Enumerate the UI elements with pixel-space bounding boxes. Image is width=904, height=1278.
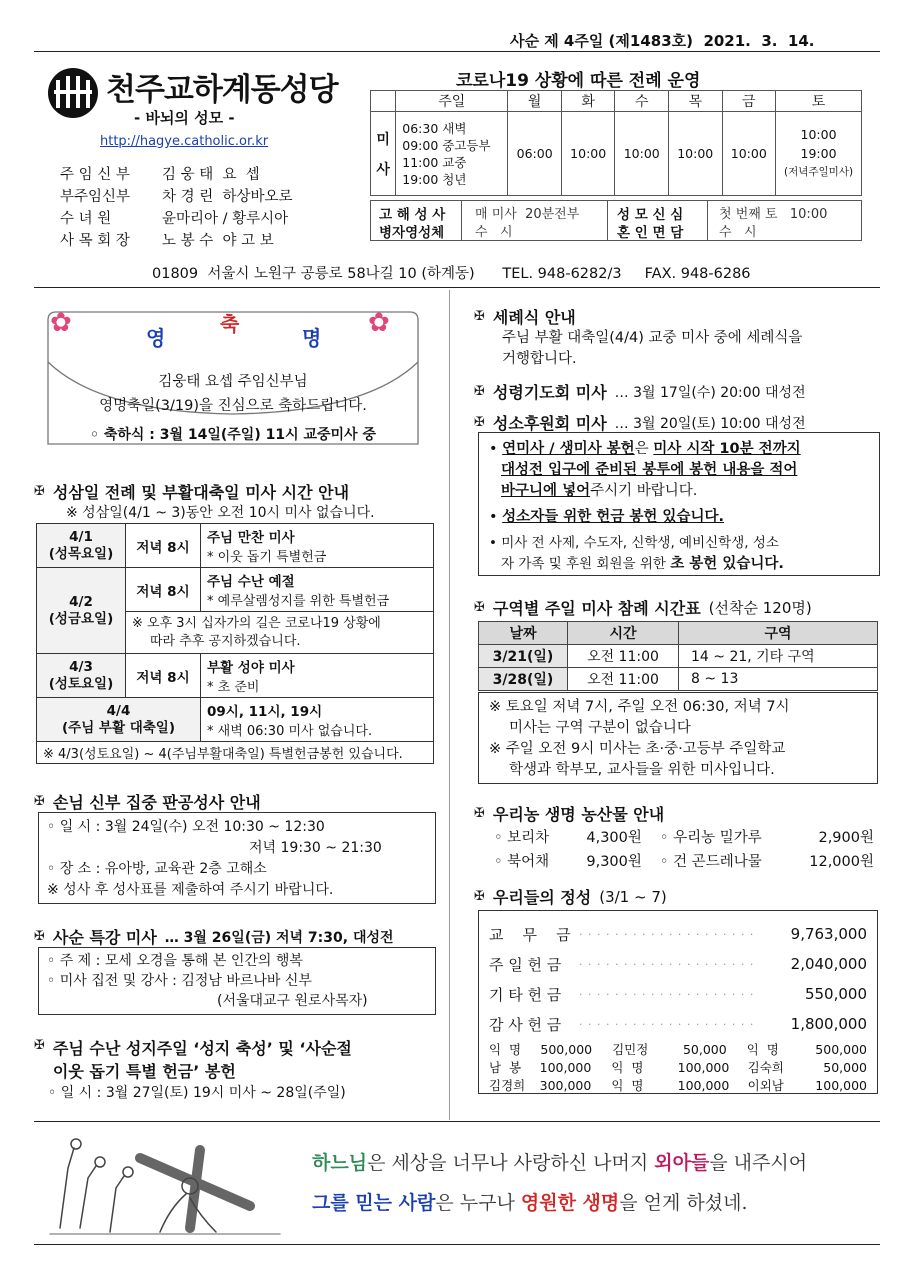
note-cell: ※ 오후 3시 십자가의 길은 코로나19 상황에 따라 추후 공지하겠습니다. [126, 612, 434, 654]
farm-price: 2,900원 [818, 830, 874, 846]
footer-bottom-divider [34, 1244, 880, 1245]
saturday-times: 10:00 19:00 (저녁주일미사) [776, 112, 862, 196]
feast-line1: 김웅태 요셉 주임신부님 [158, 374, 308, 390]
dot-leader: · · · · · · · · · · · · · · · · · · · · [579, 987, 755, 1001]
zone-time: 오전 11:00 [568, 645, 679, 668]
sick-value: 수 시 [475, 225, 513, 240]
triduum-title: ✠ 성삼일 전례 및 부활대축일 미사 시간 안내 [34, 483, 350, 502]
triduum-note: ※ 성삼일(4/1 ~ 3)동안 오전 10시 미사 없습니다. [66, 505, 375, 521]
zone-area: 8 ~ 13 [679, 668, 878, 691]
offering-note: • 미사 전 사제, 수도자, 신학생, 예비신학생, 성소 [489, 535, 779, 551]
weekday-time: 10:00 [615, 112, 669, 196]
farm-price: 4,300원 [586, 830, 642, 846]
farm-item: ◦ 건 곤드레나물 [659, 854, 762, 870]
offering-row: 감 사 헌 금 · · · · · · · · · · · · · · · · · · · · 1,800,000 [489, 1015, 867, 1034]
parish-website[interactable]: http://hagye.catholic.or.kr [100, 134, 269, 149]
zones-table [478, 621, 878, 691]
day-header: 목 [668, 91, 722, 112]
cross-mark-icon: ✠ [474, 384, 485, 399]
sunday-times: 06:30 새벽 09:00 중고등부 11:00 교중 19:00 청년 [396, 112, 508, 196]
confession-value: 매 미사 20분전부 [475, 207, 580, 222]
confession-line: ◦ 일 시 : 3월 24일(수) 오전 10:30 ~ 12:30 [47, 819, 325, 835]
marriage-value: 수 시 [719, 225, 757, 240]
offering-note: 자 가족 및 후원 회원을 위한 초 봉헌 있습니다. [501, 556, 784, 572]
offering-note: • 성소자들 위한 헌금 봉헌 있습니다. [489, 509, 724, 525]
cross-mark-icon: ✠ [34, 794, 45, 809]
sick-label: 병자영성체 [379, 225, 445, 241]
weekday-time: 06:00 [508, 112, 562, 196]
marriage-label: 혼 인 면 담 [617, 225, 684, 241]
date-cell: 4/4 (주님 부활 대축일) [37, 698, 201, 742]
time-cell: 저녁 8시 [126, 524, 201, 568]
baptism-text: 주님 부활 대축일(4/4) 교중 미사 중에 세례식을 거행합니다. [502, 330, 803, 367]
cross-bearer-icon [40, 1128, 290, 1238]
zones-note-box [478, 692, 878, 784]
spirit-prayer-title: ✠ 성령기도회 미사 … 3월 17일(수) 20:00 대성전 [474, 383, 806, 402]
detail-cell: 09시, 11시, 19시 * 새벽 06:30 미사 없습니다. [201, 698, 434, 742]
staff-row: 부주임신부 차 경 린 하상바오로 [60, 189, 293, 205]
cross-mark-icon: ✠ [474, 889, 485, 904]
palm-title: ✠ 주님 수난 성지주일 ‘성지 축성’ 및 ‘사순절 이웃 돕기 특별 헌금’ 봉헌 [34, 1038, 352, 1081]
confession-label: 고 해 성 사 [379, 207, 446, 223]
divider [461, 201, 462, 240]
confession-line: ※ 성사 후 성사표를 제출하여 주시기 바랍니다. [47, 882, 334, 898]
schedule-title: 코로나19 상황에 따른 전례 운영 [456, 71, 701, 91]
offering-note: 대성전 입구에 준비된 봉투에 봉헌 내용을 적어 [501, 462, 798, 478]
time-cell: 저녁 8시 [126, 654, 201, 698]
column-divider [449, 290, 450, 1120]
farm-price: 9,300원 [586, 854, 642, 870]
footer-top-divider [34, 1121, 880, 1122]
cross-mark-icon: ✠ [34, 484, 45, 499]
staff-row: 주 임 신 부 김 웅 태 요 셉 [60, 167, 260, 183]
parish-logo-icon [46, 66, 100, 120]
zones-note: ※ 주일 오전 9시 미사는 초·중·고등부 주일학교 [489, 741, 786, 757]
lent-mass-box [38, 947, 436, 1015]
offerings-title: ✠ 우리들의 정성 (3/1 ~ 7) [474, 887, 667, 907]
cross-mark-icon: ✠ [34, 929, 45, 944]
zones-note: 미사는 구역 구분이 없습니다 [509, 720, 691, 736]
date-cell: 4/3 (성토요일) [37, 654, 126, 698]
offering-row: 주 일 헌 금 · · · · · · · · · · · · · · · · · · · · 2,040,000 [489, 955, 867, 974]
confession-line: 저녁 19:30 ~ 21:30 [249, 840, 382, 856]
offering-notes-box [478, 432, 880, 576]
staff-row: 수 녀 원 윤마리아 / 황루시아 [60, 211, 289, 227]
triduum-table [36, 523, 434, 764]
dot-leader: · · · · · · · · · · · · · · · · · · · · [579, 927, 755, 941]
staff-list [60, 164, 293, 252]
rose-icon: ✿ [368, 308, 390, 338]
donor-list: 익 명 500,000 김민정 50,000 익 명 500,000 남 봉 100,000 익 명 100,000 김숙희 50,000 김경희 300,000 익 명 100,000 이외남 100,000 [489, 1042, 867, 1093]
parish-logo [46, 66, 100, 120]
date-cell: 4/2 (성금요일) [37, 568, 126, 654]
zones-note: ※ 토요일 저녁 7시, 주일 오전 06:30, 저녁 7시 [489, 699, 790, 715]
weekday-time: 10:00 [668, 112, 722, 196]
feast-char: 축 [220, 312, 240, 336]
farm-item: ◦ 북어채 [494, 854, 550, 870]
blessing-label: 성 모 신 심 [617, 207, 684, 223]
cross-mark-icon: ✠ [34, 1038, 45, 1053]
offering-row: 기 타 헌 금 · · · · · · · · · · · · · · · · · · · · 550,000 [489, 985, 867, 1004]
confession-title: ✠ 손님 신부 집중 판공성사 안내 [34, 793, 261, 812]
zone-date: 3/21(일) [479, 645, 568, 668]
zone-time: 오전 11:00 [568, 668, 679, 691]
palm-line: ◦ 일 시 : 3월 27일(토) 19시 미사 ~ 28일(주일) [48, 1085, 346, 1101]
day-header: 화 [561, 91, 615, 112]
cross-mark-icon: ✠ [474, 415, 485, 430]
weekday-time: 10:00 [561, 112, 615, 196]
day-header: 금 [722, 91, 776, 112]
address-divider [34, 287, 880, 288]
detail-cell: 부활 성야 미사 * 초 준비 [201, 654, 434, 698]
lent-line: ◦ 주 제 : 모세 오경을 통해 본 인간의 행복 [47, 953, 303, 969]
farm-price: 12,000원 [809, 854, 874, 870]
day-header: 토 [776, 91, 862, 112]
zone-header: 날짜 [479, 622, 568, 645]
zone-area: 14 ~ 21, 기타 구역 [679, 645, 878, 668]
confession-box [38, 812, 436, 904]
cross-mark-icon: ✠ [474, 806, 485, 821]
divider [707, 201, 708, 240]
offering-note: 바구니에 넣어주시기 바랍니다. [501, 483, 698, 499]
feast-char: 명 [302, 326, 322, 350]
offering-note: • 연미사 / 생미사 봉헌은 미사 시작 10분 전까지 [489, 441, 801, 457]
lent-mass-title: ✠ 사순 특강 미사 … 3월 26일(금) 저녁 7:30, 대성전 [34, 928, 394, 947]
farm-title: ✠ 우리농 생명 농산물 안내 [474, 805, 665, 824]
farm-item: ◦ 우리농 밀가루 [659, 830, 762, 846]
feast-line3: ◦ 축하식 : 3월 14일(주일) 11시 교중미사 중 [90, 427, 376, 443]
lent-line: ◦ 미사 집전 및 강사 : 김정남 바르나바 신부 [47, 973, 312, 989]
detail-cell: 주님 만찬 미사 * 이웃 돕기 특별헌금 [201, 524, 434, 568]
detail-cell: 주님 수난 예절 * 예루살렘성지를 위한 특별헌금 [201, 568, 434, 612]
farm-list [494, 826, 874, 874]
corner-cell [371, 91, 396, 112]
cross-mark-icon: ✠ [474, 309, 485, 324]
feast-char: 영 [146, 326, 166, 350]
mass-side-label: 미 사 [371, 112, 396, 196]
parish-address: 01809 서울시 노원구 공릉로 58나길 10 (하계동) TEL. 948-6282/3 FAX. 948-6286 [152, 266, 751, 282]
feast-box [40, 302, 426, 454]
baptism-title: ✠ 세례식 안내 [474, 308, 576, 327]
zone-header: 시간 [568, 622, 679, 645]
offerings-box [478, 910, 878, 1094]
weekday-time: 10:00 [722, 112, 776, 196]
staff-row: 사 목 회 장 노 봉 수 야 고 보 [60, 233, 274, 249]
sacrament-box [370, 200, 862, 241]
footer-cell: ※ 4/3(성토요일) ~ 4(주님부활대축일) 특별헌금봉헌 있습니다. [37, 742, 434, 764]
farm-item: ◦ 보리차 [494, 830, 550, 846]
cross-mark-icon: ✠ [474, 600, 485, 615]
donor-mass-title: ✠ 성소후원회 미사 … 3월 20일(토) 10:00 대성전 [474, 414, 806, 433]
dot-leader: · · · · · · · · · · · · · · · · · · · · [579, 957, 755, 971]
time-cell: 저녁 8시 [126, 568, 201, 612]
issue-date: 사순 제 4주일 (제1483호) 2021. 3. 14. [510, 32, 815, 50]
header-divider [34, 51, 880, 52]
day-header: 주일 [396, 91, 508, 112]
dot-leader: · · · · · · · · · · · · · · · · · · · · [579, 1017, 755, 1031]
day-header: 월 [508, 91, 562, 112]
blessing-value: 첫 번째 토 10:00 [719, 207, 828, 222]
divider [607, 201, 608, 240]
feast-line2: 영명축일(3/19)을 진심으로 축하드립니다. [99, 398, 367, 414]
confession-line: ◦ 장 소 : 유아방, 교육관 2층 고해소 [47, 861, 267, 877]
zones-title: ✠ 구역별 주일 미사 참례 시간표 (선착순 120명) [474, 599, 812, 618]
day-header: 수 [615, 91, 669, 112]
zone-header: 구역 [679, 622, 878, 645]
mass-schedule-table [370, 90, 862, 196]
offering-row: 교 무 금 · · · · · · · · · · · · · · · · · · · · 9,763,000 [489, 925, 867, 944]
rose-icon: ✿ [50, 308, 72, 338]
verse-line2: 그를 믿는 사람은 누구나 영원한 생명을 얻게 하셨네. [312, 1192, 748, 1214]
zone-date: 3/28(일) [479, 668, 568, 691]
verse-line1: 하느님은 세상을 너무나 사랑하신 나머지 외아들을 내주시어 [312, 1152, 808, 1174]
date-cell: 4/1 (성목요일) [37, 524, 126, 568]
parish-motto: - 바뇌의 성모 - [134, 109, 235, 127]
zones-note: 학생과 학부모, 교사들을 위한 미사입니다. [509, 762, 775, 778]
parish-name: 천주교하계동성당 [106, 72, 338, 108]
cross-bearer-illustration [40, 1128, 290, 1238]
lent-line: (서울대교구 원로사목자) [217, 993, 368, 1009]
